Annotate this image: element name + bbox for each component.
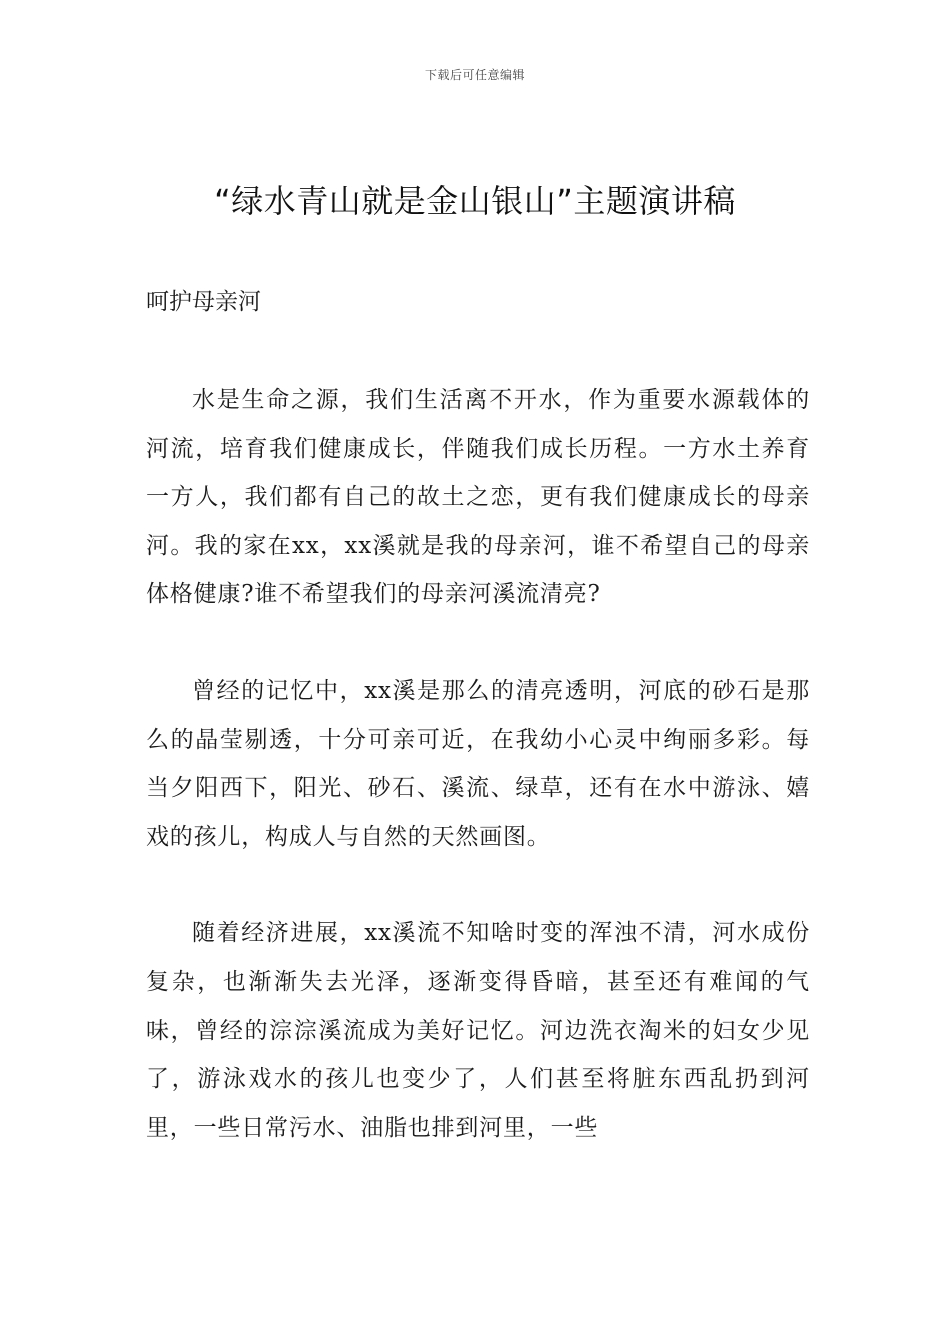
paragraph-2: 曾经的记忆中，xx溪是那么的清亮透明，河底的砂石是那么的晶莹剔透，十分可亲可近，在我幼小心灵中绚丽多彩。每当夕阳西下，阳光、砂石、溪流、绿草，还有在水中游泳、嬉戏的孩儿，构成人与自然的天然画图。	[146, 677, 810, 850]
document-body	[146, 376, 810, 1200]
paragraph-3: 随着经济进展，xx溪流不知啥时变的浑浊不清，河水成份复杂，也渐渐失去光泽，逐渐变得昏暗，甚至还有难闻的气味，曾经的淙淙溪流成为美好记忆。河边洗衣淘米的妇女少见了，游泳戏水的孩儿也变少了，人们甚至将脏东西乱扔到河里，一些日常污水、油脂也排到河里，一些	[146, 920, 810, 1141]
paragraph-1: 水是生命之源，我们生活离不开水，作为重要水源载体的河流，培育我们健康成长，伴随我们成长历程。一方水土养育一方人，我们都有自己的故土之恋，更有我们健康成长的母亲河。我的家在xx，xx溪就是我的母亲河，谁不希望自己的母亲体格健康?谁不希望我们的母亲河溪流清亮?	[146, 387, 810, 608]
document-title: “绿水青山就是金山银山”主题演讲稿	[214, 182, 736, 220]
document-subtitle: 呵护母亲河	[146, 289, 261, 315]
header-note: 下载后可任意编辑	[424, 68, 525, 82]
